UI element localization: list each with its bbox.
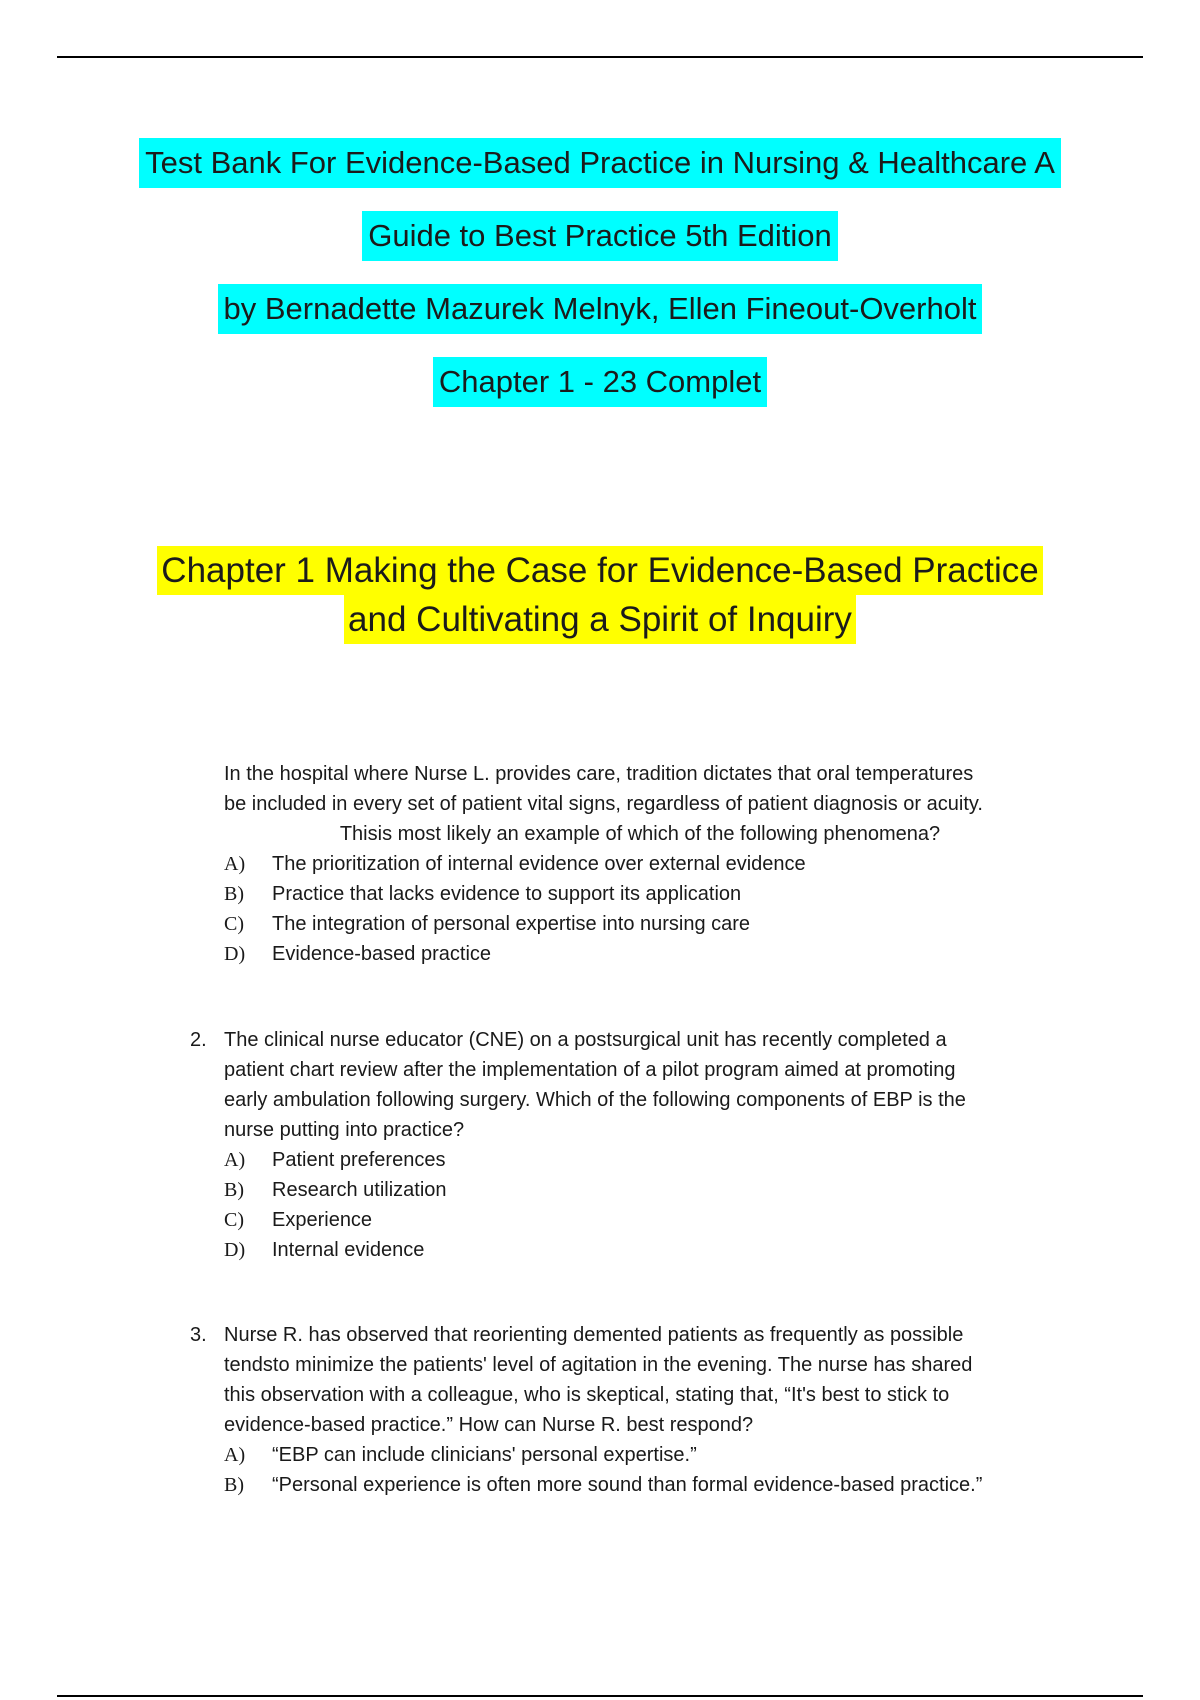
- question-stem-line: The clinical nurse educator (CNE) on a postsurgical unit has recently completed a: [224, 1029, 947, 1051]
- option-text: The integration of personal expertise into nursing care: [272, 913, 751, 935]
- chapter-range-line: Chapter 1 - 23 Complet: [433, 357, 767, 407]
- option-letter: A): [224, 1444, 246, 1466]
- option-letter: C): [224, 1209, 244, 1231]
- question-stem-line: be included in every set of patient vital signs, regardless of patient diagnosis or acuity.: [224, 793, 983, 815]
- option-a: [190, 1145, 1090, 1175]
- option-b: [190, 879, 1090, 909]
- option-letter: B): [224, 1179, 244, 1201]
- question-number: 2.: [190, 1029, 207, 1051]
- option-text: Evidence-based practice: [272, 943, 492, 965]
- option-b: [190, 1470, 1090, 1500]
- title-line: Guide to Best Practice 5th Edition: [362, 211, 838, 261]
- question-stem-line: tendsto minimize the patients' level of agitation in the evening. The nurse has shared: [224, 1354, 973, 1376]
- chapter-heading: [0, 546, 1200, 644]
- option-text: “EBP can include clinicians' personal expertise.”: [272, 1444, 697, 1466]
- document-title: [0, 138, 1200, 430]
- option-a: [190, 849, 1090, 879]
- option-d: [190, 939, 1090, 969]
- option-text: Internal evidence: [272, 1239, 425, 1261]
- question-stem-line: early ambulation following surgery. Which of the following components of EBP is the: [224, 1089, 966, 1111]
- option-letter: D): [224, 943, 246, 965]
- option-letter: A): [224, 853, 246, 875]
- question-stem-line: this observation with a colleague, who is skeptical, stating that, “It's best to stick to: [224, 1384, 950, 1406]
- option-letter: A): [224, 1149, 246, 1171]
- option-text: “Personal experience is often more sound than formal evidence-based practice.”: [272, 1474, 983, 1496]
- question-stem-line: Thisis most likely an example of which of the following phenomena?: [339, 823, 941, 845]
- question-stem-line: Nurse R. has observed that reorienting demented patients as frequently as possible: [224, 1324, 964, 1346]
- question-stem-line: nurse putting into practice?: [224, 1119, 465, 1141]
- option-text: Research utilization: [272, 1179, 447, 1201]
- option-letter: B): [224, 883, 244, 905]
- bottom-rule: [57, 1695, 1143, 1697]
- option-text: Patient preferences: [272, 1149, 446, 1171]
- question-stem-line: evidence-based practice.” How can Nurse R. best respond?: [224, 1414, 754, 1436]
- option-text: Experience: [272, 1209, 373, 1231]
- option-a: [190, 1440, 1090, 1470]
- option-c: [190, 1205, 1090, 1235]
- chapter-heading-line: and Cultivating a Spirit of Inquiry: [344, 595, 856, 644]
- option-c: [190, 909, 1090, 939]
- author-line: by Bernadette Mazurek Melnyk, Ellen Fineout-Overholt: [218, 284, 983, 334]
- option-b: [190, 1175, 1090, 1205]
- question-stem-line: patient chart review after the implementation of a pilot program aimed at promoting: [224, 1059, 956, 1081]
- question-3: [190, 1320, 1090, 1500]
- option-text: Practice that lacks evidence to support its application: [272, 883, 742, 905]
- option-text: The prioritization of internal evidence over external evidence: [272, 853, 806, 875]
- option-letter: B): [224, 1474, 244, 1496]
- option-letter: C): [224, 913, 244, 935]
- option-d: [190, 1235, 1090, 1265]
- question-stem-line: In the hospital where Nurse L. provides care, tradition dictates that oral temperatures: [224, 763, 974, 785]
- title-line: Test Bank For Evidence-Based Practice in Nursing & Healthcare A: [139, 138, 1061, 188]
- top-rule: [57, 56, 1143, 58]
- chapter-heading-line: Chapter 1 Making the Case for Evidence-Based Practice: [157, 546, 1042, 595]
- question-number: 3.: [190, 1324, 207, 1346]
- question-2: [190, 1025, 1090, 1265]
- option-letter: D): [224, 1239, 246, 1261]
- question-1: [190, 759, 1090, 969]
